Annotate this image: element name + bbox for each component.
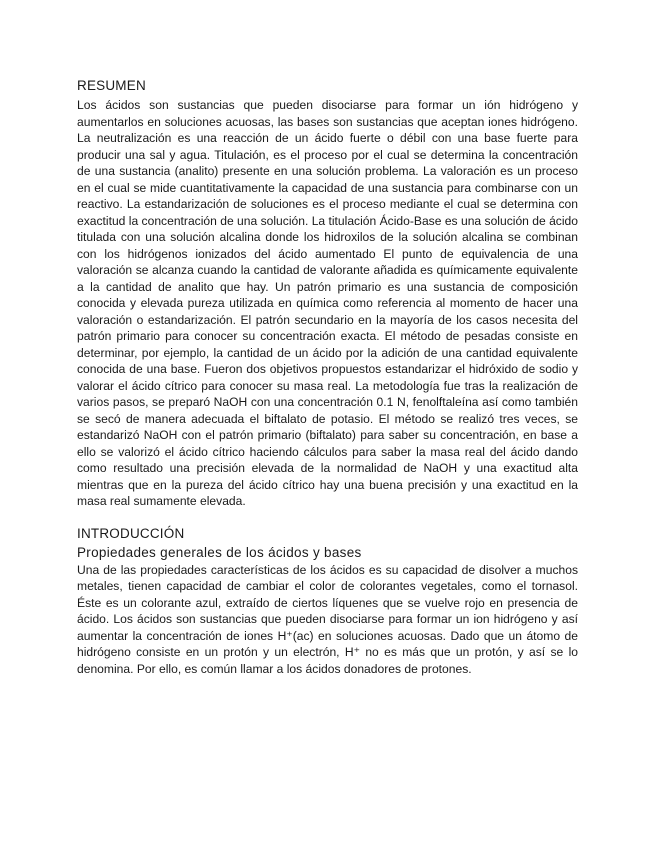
- introduccion-heading: INTRODUCCIÓN: [77, 525, 185, 541]
- introduccion-subheading: Propiedades generales de los ácidos y bases: [77, 544, 362, 560]
- resumen-heading: RESUMEN: [77, 78, 146, 93]
- introduccion-paragraph: Una de las propiedades características de los ácidos es su capacidad de disolver a muchos metales, tienen capacidad de cambiar el color de colorantes vegetales, como el tornasol. Éste es un colorante azul, extraído de ciertos líquenes que se vuelve rojo en presencia de ácido. Los ácidos son sustancias que pueden disociarse para formar un ion hidrógeno y así aumentar la concentración de iones H⁺(ac) en soluciones acuosas. Dado que un átomo de hidrógeno consiste en un protón y un electrón, H⁺ no es más que un protón, y así se lo denomina. Por ello, es común llamar a los ácidos donadores de protones.: [77, 562, 578, 676]
- resumen-paragraph: Los ácidos son sustancias que pueden disociarse para formar un ión hidrógeno y aumentarlos en soluciones acuosas, las bases son sustancias que aceptan iones hidrógeno. La neutralización es una reacción de un ácido fuerte o débil con una base fuerte para producir una sal y agua. Titulación, es el proceso por el cual se determina la concentración de una sustancia (analito) presente en una solución problema. La valoración es un proceso en el cual se mide cuantitativamente la capacidad de una sustancia para combinarse con un reactivo. La estandarización de soluciones es el proceso mediante el cual se determina con exactitud la concentración de una solución. La titulación Ácido-Base es una solución de ácido titulada con una solución alcalina donde los hidroxilos de la solución alcalina se combinan con los hidrógenos ionizados del ácido aumentado El punto de equivalencia de una valoración se alcanza cuando la cantidad de valorante añadida es químicamente equivalente a la cantidad de analito que hay. Un patrón primario es una sustancia de composición conocida y elevada pureza utilizada en química como referencia al momento de hacer una valoración o estandarización. El patrón secundario en la mayoría de los casos necesita del patrón primario para conocer su concentración exacta. El método de pesadas consiste en determinar, por ejemplo, la cantidad de un ácido por la adición de una cantidad equivalente conocida de una base. Fueron dos objetivos propuestos estandarizar el hidróxido de sodio y valorar el ácido cítrico para conocer su masa real. La metodología fue tras la realización de varios pasos, se preparó NaOH con una concentración 0.1 N, fenolftaleína así como también se secó de manera adecuada el biftalato de potasio. El método se realizó tres veces, se estandarizó NaOH con el patrón primario (biftalato) para saber su concentración, en base a ello se valorizó el ácido cítrico haciendo cálculos para saber la masa real del ácido dando como resultado una precisión elevada de la normalidad de NaOH y una exactitud alta mientras que en la pureza del ácido cítrico hay una buena precisión y una exactitud en la masa real sumamente elevada.: [77, 98, 578, 508]
- document-page: [77, 78, 578, 677]
- section-gap: [77, 510, 578, 526]
